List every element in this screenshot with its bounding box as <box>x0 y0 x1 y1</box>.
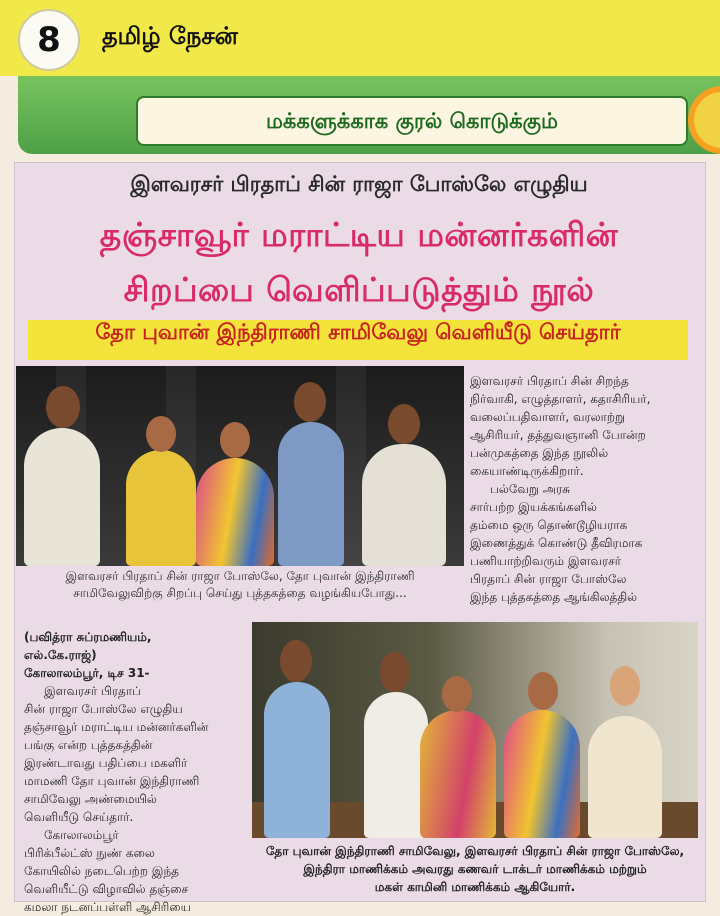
body-line: கையாண்டிருக்கிறார். <box>470 464 584 478</box>
person-figure <box>24 428 100 566</box>
person-head <box>528 672 558 710</box>
body-line: மாமணி தோ புவான் இந்திராணி <box>24 774 200 788</box>
body-line: பிரிக்பீல்ட்ஸ் நுண் கலை <box>24 846 155 860</box>
person-head <box>220 422 250 458</box>
person-figure <box>126 450 196 566</box>
person-figure <box>364 692 428 838</box>
person-figure <box>362 444 446 566</box>
body-line: சின் ராஜா போஸ்லே எழுதிய <box>24 702 183 716</box>
headline-line-2: சிறப்பை வெளிப்படுத்தும் நூல் <box>123 270 595 309</box>
caption-line: தோ புவான் இந்திராணி சாமிவேலு, இளவரசர் பிரதாப் சின் ராஜா போஸ்லே, <box>265 844 685 858</box>
person-head <box>388 404 420 444</box>
body-line: நிர்வாகி, எழுத்தாளர், கதாசிரியர், <box>470 392 651 406</box>
caption-line: சாமிவேலுவிற்கு சிறப்பு செய்து புத்தகத்தை வழங்கியபோது... <box>73 586 407 600</box>
article-kicker: இளவரசர் பிரதாப் சின் ராஜா போஸ்லே எழுதிய <box>130 172 588 196</box>
body-line: பங்கு என்ற புத்தகத்தின் <box>24 738 153 752</box>
subheadline: தோ புவான் இந்திராணி சாமிவேலு வெளியீடு செய்தார் <box>28 320 688 360</box>
body-line: சாமிவேலு அண்மையில் <box>24 792 157 806</box>
page-number: 8 <box>18 9 80 71</box>
byline: (பவித்ரா சுப்ரமணியம், <box>24 630 152 644</box>
person-figure <box>504 710 580 838</box>
body-line: பணியாற்றிவரும் இளவரசர் <box>470 554 622 568</box>
section-tagline: மக்களுக்காக குரல் கொடுக்கும் <box>136 96 688 146</box>
dateline: கோலாலம்பூர், டிச 31- <box>24 666 150 680</box>
body-line: வலைப்பதிவாளர், வரலாற்று <box>470 410 626 424</box>
body-line: இணைத்துக் கொண்டு தீவிரமாக <box>470 536 643 550</box>
body-line: கமலா நடனப்பள்ளி ஆசிரியை <box>24 900 191 914</box>
event-photo-1 <box>16 366 464 566</box>
article-right-column <box>470 372 696 606</box>
person-head <box>380 652 410 692</box>
body-line: தம்மை ஒரு தொண்டூழியராக <box>470 518 628 532</box>
body-line: பன்முகத்தை இந்த நூலில் <box>470 446 609 460</box>
body-line: பிரதாப் சின் ராஜா போஸ்லே <box>470 572 627 586</box>
person-figure <box>196 458 274 566</box>
body-line: ஆசிரியர், தத்துவஞானி போன்ற <box>470 428 646 442</box>
body-line: இளவரசர் பிரதாப் <box>44 684 142 698</box>
newspaper-name: தமிழ் நேசன் <box>102 22 238 50</box>
event-photo-2 <box>252 622 698 838</box>
body-line: கோலாலம்பூர் <box>44 828 119 842</box>
person-head <box>610 666 640 706</box>
person-figure <box>420 710 496 838</box>
person-head <box>294 382 326 422</box>
caption-line: இந்திரா மாணிக்கம் அவரது கணவர் டாக்டர் மாணிக்கம் மற்றும் <box>303 862 647 876</box>
photo-2-caption <box>252 842 698 896</box>
headline-line-1: தஞ்சாவூர் மராட்டிய மன்னர்களின் <box>99 215 619 254</box>
person-figure <box>278 422 344 566</box>
person-figure <box>264 682 330 838</box>
person-head <box>442 676 472 712</box>
person-figure <box>588 716 662 838</box>
photo-1-caption <box>16 568 464 602</box>
person-head <box>280 640 312 682</box>
byline: எல்.கே.ராஜ்) <box>24 648 97 662</box>
body-line: கோயிலில் நடைபெற்ற இந்த <box>24 864 179 878</box>
body-line: இரண்டாவது பதிப்பை மகளிர் <box>24 756 188 770</box>
body-line: தஞ்சாவூர் மராட்டிய மன்னர்களின் <box>24 720 209 734</box>
body-line: இந்த புத்தகத்தை ஆங்கிலத்தில் <box>470 590 638 604</box>
body-line: வெளியீடு செய்தார். <box>24 810 134 824</box>
person-head <box>46 386 80 428</box>
body-line: வெளியீட்டு விழாவில் தஞ்சை <box>24 882 189 896</box>
caption-line: இளவரசர் பிரதாப் சின் ராஜா போஸ்லே, தோ புவான் இந்திராணி <box>65 569 415 583</box>
person-head <box>146 416 176 452</box>
body-line: பல்வேறு அரசு <box>490 482 571 496</box>
body-line: இளவரசர் பிரதாப் சின் சிறந்த <box>470 374 629 388</box>
body-line: சார்பற்ற இயக்கங்களில் <box>470 500 597 514</box>
article-left-column <box>24 628 250 916</box>
caption-line: மகள் காமினி மாணிக்கம் ஆகியோர். <box>374 880 576 894</box>
